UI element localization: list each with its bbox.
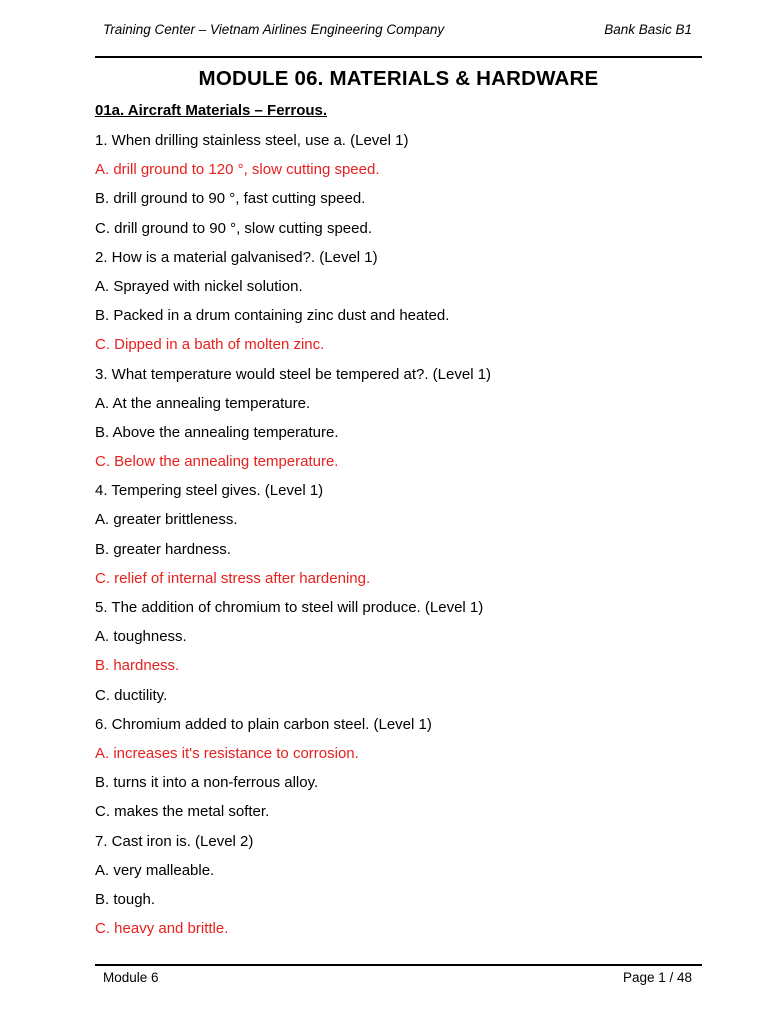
- answer-option: B. tough.: [95, 890, 156, 908]
- page-title: MODULE 06. MATERIALS & HARDWARE: [198, 67, 599, 90]
- footer-divider: [95, 964, 702, 966]
- page-footer: [103, 970, 692, 990]
- question-list: [95, 131, 702, 948]
- question-line: 3. What temperature would steel be tempered at?. (Level 1): [95, 365, 492, 383]
- question-line: 4. Tempering steel gives. (Level 1): [95, 482, 324, 500]
- page-number: Page 1 / 48: [622, 970, 692, 985]
- question-line: 2. How is a material galvanised?. (Level 1): [95, 248, 378, 266]
- answer-option: A. Sprayed with nickel solution.: [95, 277, 303, 295]
- correct-answer-option: C. Dipped in a bath of molten zinc.: [95, 336, 325, 354]
- answer-option: B. drill ground to 90 °, fast cutting speed.: [95, 190, 366, 208]
- page-header: [103, 22, 692, 42]
- question-line: 5. The addition of chromium to steel will produce. (Level 1): [95, 599, 484, 616]
- answer-option: C. makes the metal softer.: [95, 803, 270, 821]
- answer-option: A. toughness.: [95, 628, 187, 646]
- answer-option: B. greater hardness.: [95, 540, 231, 558]
- answer-option: C. ductility.: [95, 686, 168, 704]
- header-organization: Training Center – Vietnam Airlines Engineering Company: [103, 22, 445, 37]
- correct-answer-option: B. hardness.: [95, 657, 180, 675]
- footer-module: Module 6: [103, 970, 159, 985]
- answer-option: A. At the annealing temperature.: [95, 394, 311, 412]
- answer-option: B. turns it into a non-ferrous alloy.: [95, 774, 319, 792]
- question-line: 7. Cast iron is. (Level 2): [95, 832, 254, 850]
- section-heading: 01a. Aircraft Materials – Ferrous.: [95, 102, 328, 119]
- header-divider: [95, 56, 702, 58]
- correct-answer-option: A. increases it's resistance to corrosion.: [95, 744, 359, 762]
- answer-option: C. drill ground to 90 °, slow cutting speed.: [95, 219, 372, 237]
- answer-option: B. Packed in a drum containing zinc dust and heated.: [95, 307, 450, 325]
- correct-answer-option: C. relief of internal stress after hardening.: [95, 569, 371, 587]
- correct-answer-option: C. Below the annealing temperature.: [95, 453, 339, 471]
- answer-option: A. greater brittleness.: [95, 511, 238, 529]
- answer-option: A. very malleable.: [95, 861, 215, 879]
- answer-option: B. Above the annealing temperature.: [95, 423, 339, 441]
- correct-answer-option: C. heavy and brittle.: [95, 920, 229, 938]
- correct-answer-option: A. drill ground to 120 °, slow cutting speed.: [95, 161, 380, 179]
- question-line: 1. When drilling stainless steel, use a. (Level 1): [95, 132, 409, 149]
- header-document-name: Bank Basic B1: [604, 22, 692, 37]
- question-line: 6. Chromium added to plain carbon steel. (Level 1): [95, 715, 432, 733]
